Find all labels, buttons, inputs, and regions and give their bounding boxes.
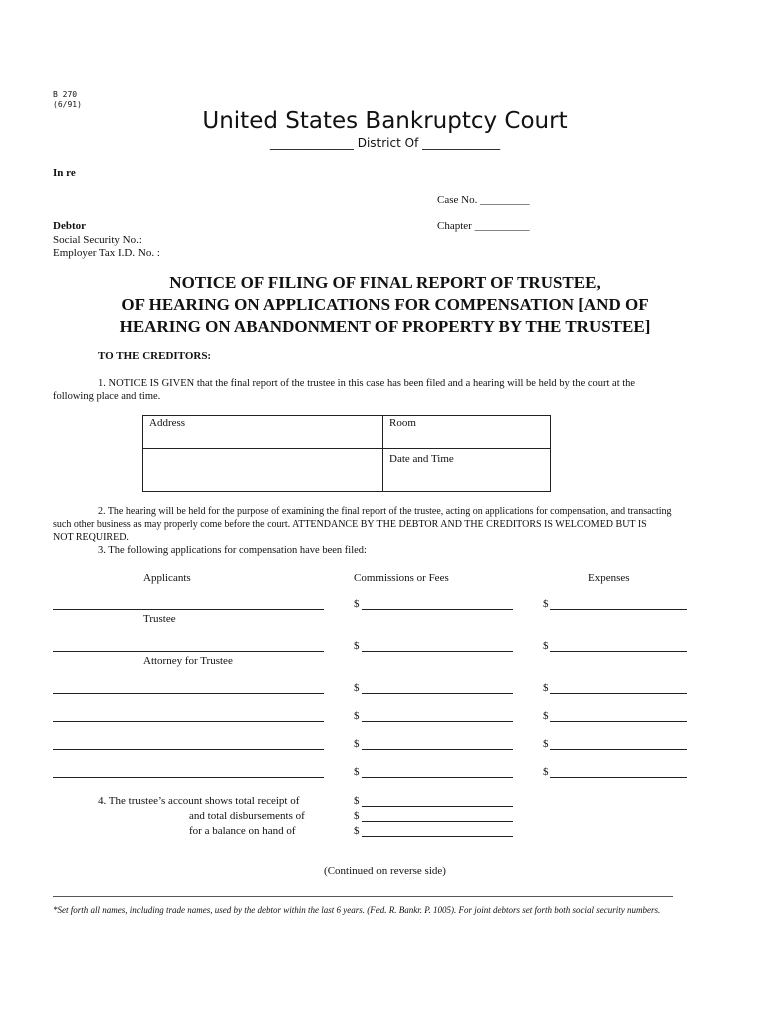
receipts-blank[interactable]: [362, 806, 513, 807]
employer-tax-label: Employer Tax I.D. No. :: [53, 247, 160, 259]
notice-title-line-3: HEARING ON ABANDONMENT OF PROPERTY BY THE TRUSTEE]: [119, 317, 651, 336]
applicant-name-blank[interactable]: [53, 693, 324, 694]
fees-dollar-sign: $: [354, 598, 360, 610]
expenses-blank[interactable]: [550, 693, 687, 694]
to-creditors-heading: TO THE CREDITORS:: [98, 350, 212, 362]
balance-dollar: $: [354, 825, 360, 837]
expenses-blank[interactable]: [550, 651, 687, 652]
fees-dollar-sign: $: [354, 682, 360, 694]
expenses-dollar-sign: $: [543, 682, 549, 694]
applicant-name-blank[interactable]: [53, 609, 324, 610]
expenses-dollar-sign: $: [543, 766, 549, 778]
form-revision-date: (6/91): [53, 100, 82, 109]
expenses-blank[interactable]: [550, 777, 687, 778]
chapter-field[interactable]: Chapter __________: [437, 220, 530, 232]
address-cell[interactable]: [143, 416, 383, 449]
date-time-cell[interactable]: [383, 449, 551, 492]
applicant-name-blank[interactable]: [53, 651, 324, 652]
receipts-dollar: $: [354, 795, 360, 807]
expenses-blank[interactable]: [550, 609, 687, 610]
ssn-label: Social Security No.:: [53, 234, 142, 246]
fees-dollar-sign: $: [354, 738, 360, 750]
hearing-place-table: [142, 415, 551, 492]
applicant-name-blank[interactable]: [53, 777, 324, 778]
fees-blank[interactable]: [362, 609, 513, 610]
paragraph-2-line-3: NOT REQUIRED.: [53, 532, 129, 543]
fees-blank[interactable]: [362, 749, 513, 750]
notice-title: [0, 272, 770, 338]
continued-note: (Continued on reverse side): [324, 865, 446, 877]
fees-blank[interactable]: [362, 651, 513, 652]
paragraph-1-line-2: following place and time.: [53, 391, 161, 402]
address-label: Address: [149, 417, 186, 429]
form-code: [53, 90, 82, 110]
footnote: *Set forth all names, including trade names, used by the debtor within the last 6 years. (Fed. R. Bankr. P. 1005). For joint debtors set forth both social security numbers.: [53, 905, 661, 915]
expenses-dollar-sign: $: [543, 738, 549, 750]
address-value-cell[interactable]: [143, 449, 383, 492]
notice-title-line-2: OF HEARING ON APPLICATIONS FOR COMPENSATION [AND OF: [121, 295, 649, 314]
district-line: ______________ District Of _____________: [269, 136, 501, 150]
room-cell[interactable]: [383, 416, 551, 449]
applicant-role-label: Trustee: [143, 613, 176, 625]
expenses-blank[interactable]: [550, 721, 687, 722]
debtor-label: Debtor: [53, 220, 86, 232]
paragraph-3: 3. The following applications for compensation have been filed:: [98, 545, 367, 556]
applicant-name-blank[interactable]: [53, 749, 324, 750]
expenses-blank[interactable]: [550, 749, 687, 750]
fees-dollar-sign: $: [354, 640, 360, 652]
fees-blank[interactable]: [362, 721, 513, 722]
balance-blank[interactable]: [362, 836, 513, 837]
notice-title-line-1: NOTICE OF FILING OF FINAL REPORT OF TRUSTEE,: [169, 273, 601, 292]
applicant-name-blank[interactable]: [53, 721, 324, 722]
applicant-role-label: Attorney for Trustee: [143, 655, 233, 667]
fees-dollar-sign: $: [354, 766, 360, 778]
case-number-field[interactable]: Case No. _________: [437, 194, 530, 206]
room-label: Room: [389, 417, 416, 429]
applicants-header: Applicants: [143, 572, 191, 584]
paragraph-2-line-1: 2. The hearing will be held for the purpose of examining the final report of the trustee, acting on applications for compensation, and transacting: [98, 506, 672, 517]
expenses-dollar-sign: $: [543, 710, 549, 722]
paragraph-1-line-1: 1. NOTICE IS GIVEN that the final report of the trustee in this case has been filed and a hearing will be held by the court at the: [98, 378, 636, 389]
footnote-divider: [53, 896, 673, 897]
receipts-label: 4. The trustee’s account shows total receipt of: [98, 795, 300, 807]
disbursements-blank[interactable]: [362, 821, 513, 822]
court-title: United States Bankruptcy Court: [202, 108, 568, 134]
expenses-dollar-sign: $: [543, 598, 549, 610]
date-time-label: Date and Time: [389, 453, 454, 465]
fees-dollar-sign: $: [354, 710, 360, 722]
expenses-header: Expenses: [588, 572, 630, 584]
fees-blank[interactable]: [362, 777, 513, 778]
expenses-dollar-sign: $: [543, 640, 549, 652]
fees-blank[interactable]: [362, 693, 513, 694]
balance-label: for a balance on hand of: [189, 825, 296, 837]
disbursements-label: and total disbursements of: [189, 810, 305, 822]
paragraph-2-line-2: such other business as may properly come before the court. ATTENDANCE BY THE DEBTOR AND THE CREDITORS IS WELCOMED BUT IS: [53, 519, 647, 530]
commissions-header: Commissions or Fees: [354, 572, 449, 584]
disbursements-dollar: $: [354, 810, 360, 822]
form-number: B 270: [53, 90, 78, 99]
in-re-label: In re: [53, 167, 76, 179]
